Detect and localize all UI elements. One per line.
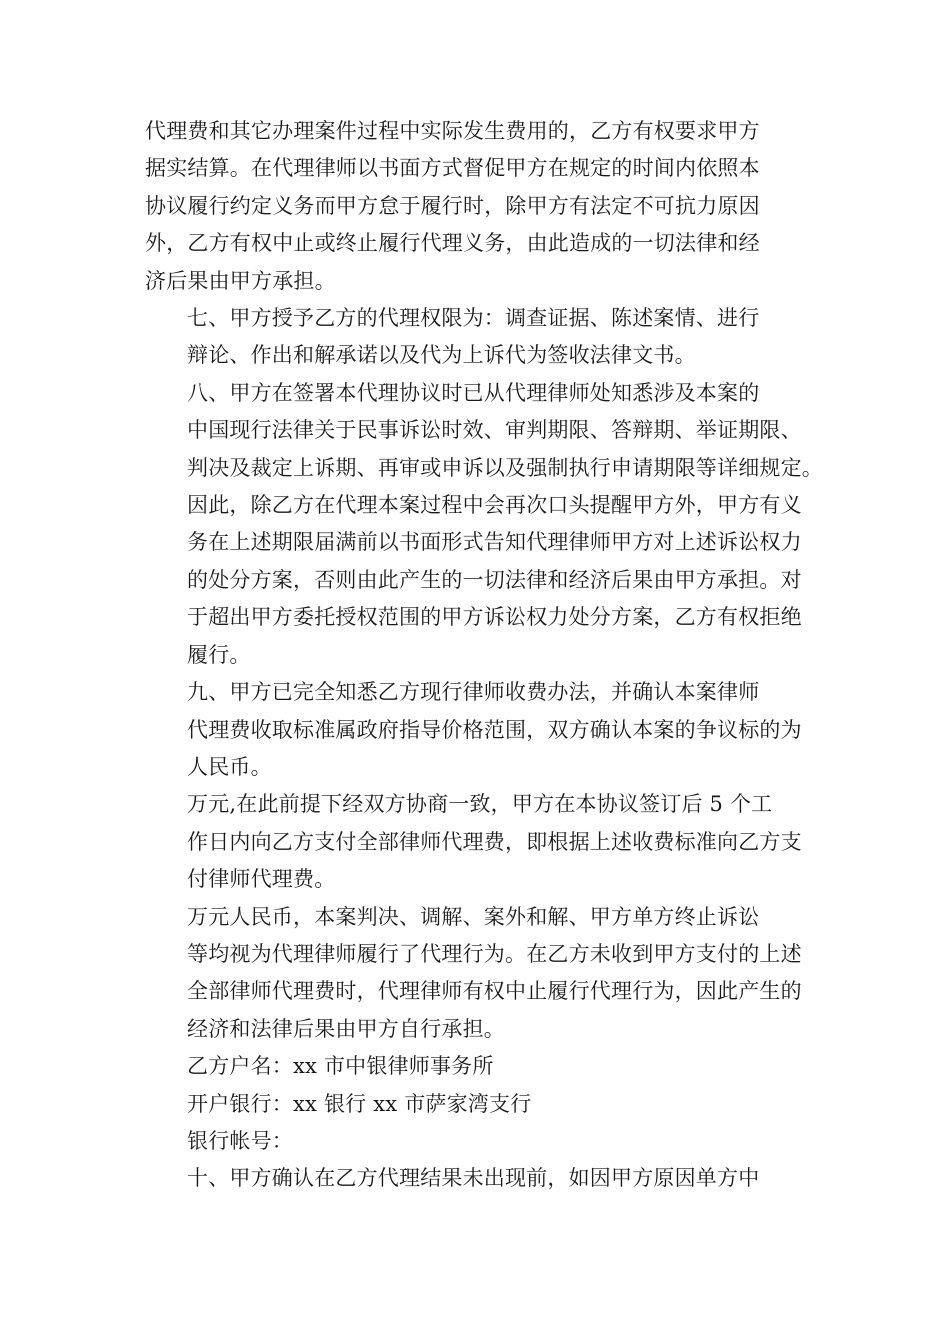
paragraph	[145, 1160, 810, 1197]
paragraph	[145, 1048, 810, 1085]
text-line: 的处分方案，否则由此产生的一切法律和经济后果由甲方承担。对	[187, 567, 802, 592]
text-line: 开户银行：xx 银行 xx 市萨家湾支行	[187, 1091, 532, 1116]
paragraph	[145, 1086, 810, 1123]
text-line: 九、甲方已完全知悉乙方现行律师收费办法，并确认本案律师	[187, 680, 760, 705]
paragraph	[145, 674, 810, 786]
text-line: 外，乙方有权中止或终止履行代理义务，由此造成的一切法律和经	[145, 231, 760, 256]
text-line: 等均视为代理律师履行了代理行为。在乙方未收到甲方支付的上述	[187, 941, 802, 966]
text-line: 乙方户名：xx 市中银律师事务所	[187, 1054, 494, 1079]
paragraph	[145, 1123, 810, 1160]
paragraph	[145, 113, 810, 300]
text-line: 银行帐号：	[187, 1128, 293, 1153]
text-line: 务在上述期限届满前以书面形式告知代理律师甲方对上述诉讼权力	[187, 530, 802, 555]
text-line: 经济和法律后果由甲方自行承担。	[187, 1016, 505, 1041]
text-line: 辩论、作出和解承诺以及代为上诉代为签收法律文书。	[187, 343, 696, 368]
text-line: 判决及裁定上诉期、再审或申诉以及强制执行申请期限等详细规定。	[187, 455, 823, 480]
text-line: 全部律师代理费时，代理律师有权中止履行代理行为，因此产生的	[187, 979, 802, 1004]
paragraph	[145, 300, 810, 375]
text-line: 中国现行法律关于民事诉讼时效、审判期限、答辩期、举证期限、	[187, 418, 802, 443]
document-body	[145, 113, 823, 1198]
text-line: 代理费收取标准属政府指导价格范围，双方确认本案的争议标的为	[187, 717, 802, 742]
text-line: 协议履行约定义务而甲方怠于履行时，除甲方有法定不可抗力原因	[145, 193, 760, 218]
text-line: 付律师代理费。	[187, 867, 336, 892]
text-line: 履行。	[187, 642, 251, 667]
paragraph	[145, 375, 823, 674]
text-line: 于超出甲方委托授权范围的甲方诉讼权力处分方案，乙方有权拒绝	[187, 605, 802, 630]
text-line: 代理费和其它办理案件过程中实际发生费用的，乙方有权要求甲方	[145, 119, 760, 143]
text-line: 据实结算。在代理律师以书面方式督促甲方在规定的时间内依照本	[145, 156, 760, 181]
text-line: 作日内向乙方支付全部律师代理费，即根据上述收费标准向乙方支	[187, 829, 802, 854]
text-line: 因此，除乙方在代理本案过程中会再次口头提醒甲方外，甲方有义	[187, 493, 802, 518]
text-line: 济后果由甲方承担。	[145, 268, 336, 293]
text-line: 八、甲方在签署本代理协议时已从代理律师处知悉涉及本案的	[187, 380, 760, 405]
text-line: 人民币。	[187, 754, 272, 779]
text-line: 七、甲方授予乙方的代理权限为：调查证据、陈述案情、进行	[187, 306, 760, 331]
paragraph	[145, 786, 810, 898]
text-line: 十、甲方确认在乙方代理结果未出现前，如因甲方原因单方中	[187, 1166, 760, 1191]
text-line: 万元,在此前提下经双方协商一致，甲方在本协议签订后 5 个工	[187, 792, 773, 817]
paragraph	[145, 899, 810, 1049]
text-line: 万元人民币，本案判决、调解、案外和解、甲方单方终止诉讼	[187, 904, 760, 929]
